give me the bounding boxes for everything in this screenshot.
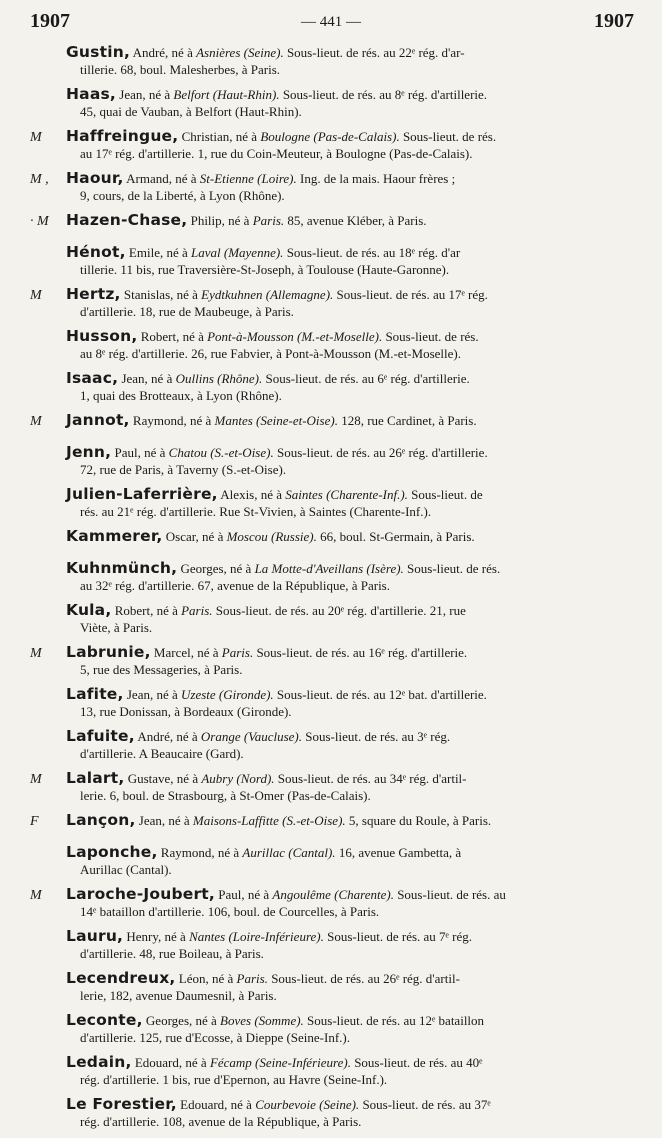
entry-birthplace: Chatou (S.-et-Oise).	[168, 445, 274, 460]
entry-text	[66, 128, 634, 162]
entry-text	[66, 886, 634, 920]
entry	[0, 528, 662, 560]
entry-given-name: Paul, né à	[215, 887, 273, 902]
entry-line-2: d'artillerie. 48, rue Boileau, à Paris.	[80, 945, 264, 961]
entry-line-1	[66, 560, 634, 578]
entry-line-1	[66, 602, 634, 620]
entry-name: Hertz,	[66, 285, 121, 303]
entry-line-1	[66, 1096, 634, 1114]
margin-mark: M	[30, 646, 42, 661]
entry	[0, 370, 662, 412]
entry-birthplace: Boulogne (Pas-de-Calais).	[260, 129, 400, 144]
entry-given-name: Edouard, né à	[176, 1097, 256, 1112]
entry-line-2: d'artillerie. 125, rue d'Ecosse, à Dieppe (Seine-Inf.).	[80, 1029, 350, 1045]
entry-birthplace: Aurillac (Cantal).	[242, 845, 336, 860]
entry-line-1	[66, 1054, 634, 1072]
entry-line-1	[66, 928, 634, 946]
entry-text	[66, 444, 634, 478]
entry-line-1	[66, 886, 634, 904]
entry-text	[66, 528, 634, 546]
entry-line-1	[66, 412, 634, 430]
entry-details: Sous-lieut. de rés.	[403, 561, 501, 576]
entry-line-2: Aurillac (Cantal).	[80, 861, 172, 877]
entry-given-name: Robert, né à	[137, 329, 208, 344]
entry-line-2: au 32ᵉ rég. d'artillerie. 67, avenue de la République, à Paris.	[80, 577, 390, 593]
entry-text	[66, 212, 634, 230]
entry-text	[66, 1096, 634, 1130]
entry-line-1	[66, 728, 634, 746]
entry-details: Sous-lieut. de rés. au 12ᵉ bat. d'artillerie.	[273, 687, 487, 702]
margin-mark: M	[30, 772, 42, 787]
entry-name: Kuhnmünch,	[66, 559, 178, 577]
entry	[0, 560, 662, 602]
entry-line-2: rég. d'artillerie. 108, avenue de la République, à Paris.	[80, 1113, 362, 1129]
entry-text	[66, 560, 634, 594]
entry-given-name: Armand, né à	[123, 171, 200, 186]
entry	[0, 486, 662, 528]
entry-given-name: Emile, né à	[125, 245, 192, 260]
entry-birthplace: Boves (Somme).	[220, 1013, 304, 1028]
entry-name: Laponche,	[66, 843, 158, 861]
entry-line-2: lerie, 182, avenue Daumesnil, à Paris.	[80, 987, 277, 1003]
entry-text	[66, 244, 634, 278]
entry-birthplace: Oullins (Rhône).	[175, 371, 263, 386]
entry-line-1	[66, 528, 634, 546]
entry-line-2: tillerie. 68, boul. Malesherbes, à Paris.	[80, 61, 281, 77]
entry-line-2: d'artillerie. A Beaucaire (Gard).	[80, 745, 244, 761]
entry-details: Sous-lieut. de rés. au 26ᵉ rég. d'artil-	[267, 971, 460, 986]
entry-details: Sous-lieut. de rés. au 26ᵉ rég. d'artillerie.	[273, 445, 488, 460]
entry-details: 128, rue Cardinet, à Paris.	[337, 413, 477, 428]
entry-details: Sous-lieut. de rés. au 34ᵉ rég. d'artil-	[274, 771, 467, 786]
entry	[0, 44, 662, 86]
margin-mark: · M	[30, 214, 49, 229]
entry-name: Lafite,	[66, 685, 124, 703]
entry	[0, 1096, 662, 1138]
entry-given-name: Robert, né à	[111, 603, 182, 618]
entry-line-1	[66, 44, 634, 62]
entry-text	[66, 44, 634, 78]
entry-name: Lançon,	[66, 811, 136, 829]
entry-details: Sous-lieut. de rés. au 12ᵉ bataillon	[303, 1013, 485, 1028]
entry-details: Sous-lieut. de rés. au 40ᵉ	[350, 1055, 483, 1070]
entry-name: Isaac,	[66, 369, 119, 387]
entry-birthplace: Paris.	[236, 971, 268, 986]
entry-text	[66, 486, 634, 520]
entry	[0, 1054, 662, 1096]
entry-details: Sous-lieut. de rés. au 6ᵉ rég. d'artillerie.	[262, 371, 470, 386]
entry-given-name: Paul, né à	[111, 445, 169, 460]
entry-given-name: Henry, né à	[123, 929, 190, 944]
entry-name: Labrunie,	[66, 643, 151, 661]
entry	[0, 412, 662, 444]
entry-line-1	[66, 1012, 634, 1030]
margin-mark: F	[30, 814, 39, 829]
header-year-right: 1907	[594, 10, 634, 32]
entry-given-name: Gustave, né à	[124, 771, 202, 786]
entry-text	[66, 412, 634, 430]
entry	[0, 244, 662, 286]
entry-given-name: Raymond, né à	[157, 845, 243, 860]
entry-given-name: Georges, né à	[177, 561, 255, 576]
entry-line-1	[66, 970, 634, 988]
entry	[0, 1012, 662, 1054]
entry-line-1	[66, 444, 634, 462]
entry-birthplace: Eydtkuhnen (Allemagne).	[201, 287, 334, 302]
margin-mark: M	[30, 414, 42, 429]
entry-details: Sous-lieut. de rés. au 22ᵉ rég. d'ar-	[283, 45, 465, 60]
entry-line-2: 72, rue de Paris, à Taverny (S.-et-Oise).	[80, 461, 287, 477]
entry	[0, 328, 662, 370]
entry-birthplace: Laval (Mayenne).	[191, 245, 284, 260]
entry-name: Jannot,	[66, 411, 130, 429]
entry-details: Sous-lieut. de rés. au 18ᵉ rég. d'ar	[283, 245, 461, 260]
entry	[0, 444, 662, 486]
entry-given-name: Philip, né à	[187, 213, 253, 228]
entry	[0, 602, 662, 644]
entry-name: Haas,	[66, 85, 117, 103]
entry-line-1	[66, 286, 634, 304]
entry-name: Kula,	[66, 601, 112, 619]
entry-given-name: Alexis, né à	[217, 487, 286, 502]
entry-line-2: 9, cours, de la Liberté, à Lyon (Rhône).	[80, 187, 285, 203]
entry-details: Sous-lieut. de rés.	[399, 129, 497, 144]
entry	[0, 212, 662, 244]
entry-text	[66, 602, 634, 636]
entry-line-2: 5, rue des Messageries, à Paris.	[80, 661, 243, 677]
entry-text	[66, 644, 634, 678]
entry-line-2: au 8ᵉ rég. d'artillerie. 26, rue Fabvier, à Pont-à-Mousson (M.-et-Moselle).	[80, 345, 461, 361]
entry-birthplace: Uzeste (Gironde).	[181, 687, 274, 702]
entry-name: Jenn,	[66, 443, 112, 461]
entry	[0, 886, 662, 928]
entry-line-2: 1, quai des Brotteaux, à Lyon (Rhône).	[80, 387, 282, 403]
entry-name: Lafuite,	[66, 727, 135, 745]
entry	[0, 686, 662, 728]
entry	[0, 728, 662, 770]
entry-line-1	[66, 770, 634, 788]
entry-text	[66, 770, 634, 804]
entry-birthplace: Aubry (Nord).	[201, 771, 275, 786]
entry-given-name: Oscar, né à	[162, 529, 227, 544]
entry-name: Laroche-Joubert,	[66, 885, 215, 903]
entry-birthplace: Moscou (Russie).	[226, 529, 317, 544]
entry-given-name: André, né à	[134, 729, 201, 744]
entry-details: Sous-lieut. de rés.	[382, 329, 479, 344]
entry-text	[66, 328, 634, 362]
entry-text	[66, 1054, 634, 1088]
entry-birthplace: Orange (Vaucluse).	[200, 729, 302, 744]
entry-details: Sous-lieut. de rés. au	[393, 887, 506, 902]
margin-mark: M	[30, 888, 42, 903]
entry-text	[66, 728, 634, 762]
entry-details: 16, avenue Gambetta, à	[335, 845, 462, 860]
entry-details: Sous-lieut. de rés. au 20ᵉ rég. d'artillerie. 21, rue	[212, 603, 466, 618]
entry-name: Lecendreux,	[66, 969, 176, 987]
entry	[0, 970, 662, 1012]
entry-name: Kammerer,	[66, 527, 163, 545]
entry	[0, 644, 662, 686]
entry-details: 85, avenue Kléber, à Paris.	[284, 213, 427, 228]
entry-birthplace: Asnières (Seine).	[196, 45, 284, 60]
entry-birthplace: Paris.	[252, 213, 285, 228]
entry-details: Sous-lieut. de	[407, 487, 483, 502]
entry-given-name: Raymond, né à	[129, 413, 215, 428]
margin-mark: M ,	[30, 172, 49, 187]
entry-details: 66, boul. St-Germain, à Paris.	[316, 529, 475, 544]
entry-given-name: Stanislas, né à	[120, 287, 202, 302]
entry-given-name: André, né à	[130, 45, 197, 60]
entry-line-1	[66, 844, 634, 862]
entry-birthplace: Saintes (Charente-Inf.).	[285, 487, 408, 502]
entry-line-1	[66, 370, 634, 388]
entry-text	[66, 970, 634, 1004]
entry-text	[66, 812, 634, 830]
entry-details: Sous-lieut. de rés. au 16ᵉ rég. d'artillerie.	[253, 645, 468, 660]
page-number: — 441 —	[301, 14, 361, 30]
entry-line-1	[66, 644, 634, 662]
page-header	[0, 0, 662, 40]
entry-name: Ledain,	[66, 1053, 132, 1071]
entry-birthplace: Paris.	[181, 603, 213, 618]
entry-line-2: au 17ᵉ rég. d'artillerie. 1, rue du Coin-Meuteur, à Boulogne (Pas-de-Calais).	[80, 145, 473, 161]
entry-given-name: Georges, né à	[142, 1013, 221, 1028]
entry-birthplace: Mantes (Seine-et-Oise).	[214, 413, 338, 428]
entry-given-name: Jean, né à	[135, 813, 193, 828]
entry-text	[66, 686, 634, 720]
entry-given-name: Marcel, né à	[150, 645, 222, 660]
entry-line-1	[66, 686, 634, 704]
entry-birthplace: La Motte-d'Aveillans (Isère).	[254, 561, 404, 576]
header-year-left: 1907	[30, 10, 70, 32]
entry-text	[66, 928, 634, 962]
entry	[0, 170, 662, 212]
entry-name: Hazen-Chase,	[66, 211, 188, 229]
entry-line-2: 13, rue Donissan, à Bordeaux (Gironde).	[80, 703, 292, 719]
entry	[0, 286, 662, 328]
margin-mark: M	[30, 130, 42, 145]
entry-name: Haffreingue,	[66, 127, 179, 145]
entry-birthplace: Nantes (Loire-Inférieure).	[189, 929, 324, 944]
entry-text	[66, 1012, 634, 1046]
entry-given-name: Léon, né à	[175, 971, 237, 986]
entry-name: Haour,	[66, 169, 124, 187]
entry-given-name: Christian, né à	[178, 129, 261, 144]
entry-name: Lalart,	[66, 769, 125, 787]
entry-list	[0, 44, 662, 1138]
entry-line-2: rés. au 21ᵉ rég. d'artillerie. Rue St-Vivien, à Saintes (Charente-Inf.).	[80, 503, 432, 519]
entry-line-2: 45, quai de Vauban, à Belfort (Haut-Rhin).	[80, 103, 302, 119]
entry-birthplace: Fécamp (Seine-Inférieure).	[209, 1055, 351, 1070]
entry-line-1	[66, 812, 634, 830]
entry	[0, 128, 662, 170]
entry-birthplace: St-Etienne (Loire).	[199, 171, 297, 186]
entry-details: Sous-lieut. de rés. au 7ᵉ rég.	[323, 929, 472, 944]
entry-line-1	[66, 86, 634, 104]
entry-birthplace: Courbevoie (Seine).	[255, 1097, 360, 1112]
entry-text	[66, 286, 634, 320]
entry-given-name: Jean, né à	[116, 87, 174, 102]
entry-details: Sous-lieut. de rés. au 8ᵉ rég. d'artillerie.	[279, 87, 488, 102]
entry-line-1	[66, 486, 634, 504]
entry-text	[66, 86, 634, 120]
entry-line-2: d'artillerie. 18, rue de Maubeuge, à Paris.	[80, 303, 294, 319]
entry-details: Ing. de la mais. Haour frères ;	[296, 171, 456, 186]
entry-details: Sous-lieut. de rés. au 37ᵉ	[359, 1097, 491, 1112]
entry-name: Lauru,	[66, 927, 124, 945]
entry-birthplace: Belfort (Haut-Rhin).	[173, 87, 280, 102]
entry-details: Sous-lieut. de rés. au 17ᵉ rég.	[333, 287, 488, 302]
entry-line-2: Viète, à Paris.	[80, 619, 153, 635]
entry-line-1	[66, 328, 634, 346]
entry	[0, 928, 662, 970]
entry-text	[66, 170, 634, 204]
entry-name: Hénot,	[66, 243, 126, 261]
entry-line-2: lerie. 6, boul. de Strasbourg, à St-Omer (Pas-de-Calais).	[80, 787, 371, 803]
entry-birthplace: Pont-à-Mousson (M.-et-Moselle).	[207, 329, 383, 344]
entry-line-1	[66, 244, 634, 262]
entry-line-2: tillerie. 11 bis, rue Traversière-St-Joseph, à Toulouse (Haute-Garonne).	[80, 261, 450, 277]
entry-birthplace: Paris.	[221, 645, 254, 660]
entry-line-1	[66, 212, 634, 230]
entry-given-name: Jean, né à	[123, 687, 181, 702]
entry-line-1	[66, 128, 634, 146]
entry-line-2: rég. d'artillerie. 1 bis, rue d'Epernon, au Havre (Seine-Inf.).	[80, 1071, 388, 1087]
margin-mark: M	[30, 288, 42, 303]
entry-line-2: 14ᵉ bataillon d'artillerie. 106, boul. de Courcelles, à Paris.	[80, 903, 380, 919]
entry-details: 5, square du Roule, à Paris.	[345, 813, 492, 828]
entry-name: Julien-Laferrière,	[66, 485, 218, 503]
entry	[0, 86, 662, 128]
entry-birthplace: Maisons-Laffitte (S.-et-Oise).	[192, 813, 346, 828]
entry	[0, 812, 662, 844]
entry-given-name: Jean, né à	[118, 371, 176, 386]
entry-birthplace: Angoulême (Charente).	[272, 887, 394, 902]
entry-text	[66, 844, 634, 878]
entry-text	[66, 370, 634, 404]
entry-name: Husson,	[66, 327, 138, 345]
entry	[0, 844, 662, 886]
entry-details: Sous-lieut. de rés. au 3ᵉ rég.	[302, 729, 451, 744]
entry-name: Gustin,	[66, 43, 131, 61]
entry	[0, 770, 662, 812]
entry-line-1	[66, 170, 634, 188]
entry-name: Leconte,	[66, 1011, 143, 1029]
entry-given-name: Edouard, né à	[131, 1055, 210, 1070]
entry-name: Le Forestier,	[66, 1095, 177, 1113]
